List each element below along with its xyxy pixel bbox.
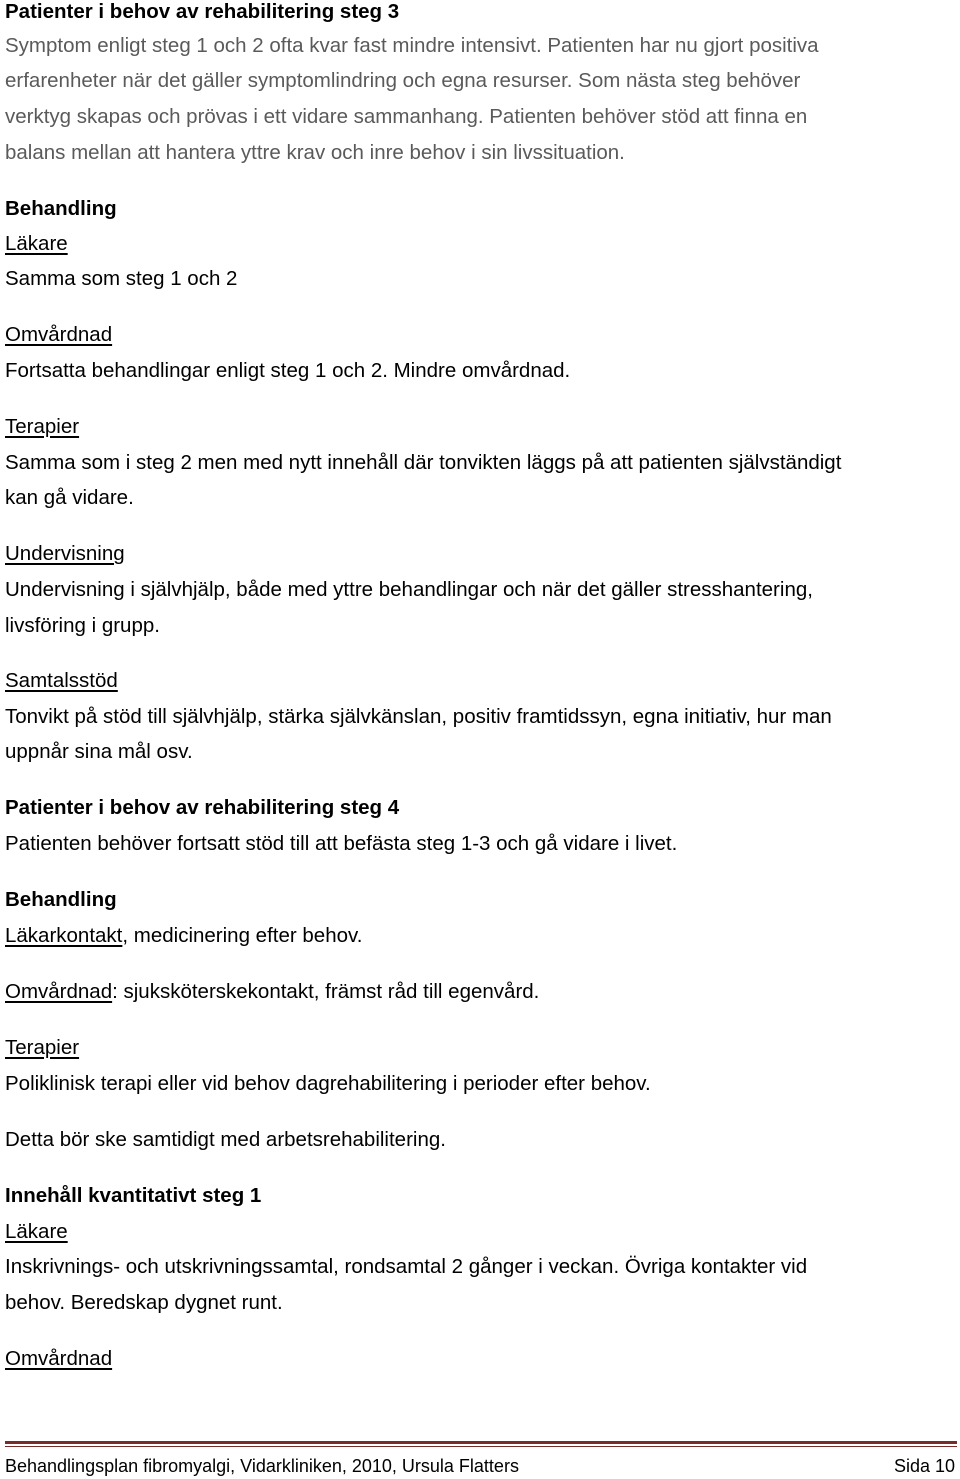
heading-steg-3: Patienter i behov av rehabilitering steg 3 [5, 0, 400, 23]
line-suffix: : sjuksköterskekontakt, främst råd till egenvård. [112, 980, 540, 1003]
paragraph-line: Detta bör ske samtidigt med arbetsrehabilitering. [5, 1128, 446, 1151]
paragraph-line: Tonvikt på stöd till självhjälp, stärka självkänslan, positiv framtidssyn, egna initiativ, hur man [5, 705, 832, 728]
label-lakare: Läkare [5, 1220, 68, 1243]
paragraph-line: livsföring i grupp. [5, 614, 160, 637]
paragraph-line: Inskrivnings- och utskrivningssamtal, rondsamtal 2 gånger i veckan. Övriga kontakter vid [5, 1255, 808, 1278]
paragraph-line: Samma som i steg 2 men med nytt innehåll där tonvikten läggs på att patienten självständigt [5, 451, 842, 474]
paragraph-line: verktyg skapas och prövas i ett vidare sammanhang. Patienten behöver stöd att finna en [5, 105, 808, 128]
footer-rule-thin [5, 1446, 957, 1447]
paragraph-line: erfarenheter när det gäller symptomlindring och egna resurser. Som nästa steg behöver [5, 69, 801, 92]
paragraph-line: balans mellan att hantera yttre krav och inre behov i sin livssituation. [5, 141, 625, 164]
paragraph-line: uppnår sina mål osv. [5, 740, 193, 763]
label-omvardnad: Omvårdnad [5, 980, 113, 1003]
label-samtalsstod: Samtalsstöd [5, 669, 118, 692]
paragraph-line: behov. Beredskap dygnet runt. [5, 1291, 283, 1314]
subheading-behandling: Behandling [5, 197, 117, 220]
label-omvardnad: Omvårdnad [5, 323, 113, 346]
heading-innehall-kvantitativt: Innehåll kvantitativt steg 1 [5, 1184, 262, 1207]
paragraph-line [5, 924, 362, 948]
paragraph-line: Fortsatta behandlingar enligt steg 1 och 2. Mindre omvårdnad. [5, 359, 571, 382]
paragraph-line: Samma som steg 1 och 2 [5, 267, 238, 290]
paragraph-line [5, 980, 539, 1004]
paragraph-line: kan gå vidare. [5, 486, 134, 509]
line-suffix: , medicinering efter behov. [122, 924, 363, 947]
footer-page-number: Sida 10 [893, 1456, 955, 1476]
label-lakare: Läkare [5, 232, 68, 255]
label-lakarkontakt: Läkarkontakt [5, 924, 123, 947]
label-undervisning: Undervisning [5, 542, 125, 565]
paragraph-line: Undervisning i självhjälp, både med yttre behandlingar och när det gäller stresshantering, [5, 578, 813, 601]
paragraph-line: Patienten behöver fortsatt stöd till att befästa steg 1-3 och gå vidare i livet. [5, 832, 678, 855]
paragraph-line: Poliklinisk terapi eller vid behov dagrehabilitering i perioder efter behov. [5, 1072, 651, 1095]
heading-steg-4: Patienter i behov av rehabilitering steg 4 [5, 796, 400, 819]
paragraph-line: Symptom enligt steg 1 och 2 ofta kvar fast mindre intensivt. Patienten har nu gjort positiva [5, 34, 819, 57]
label-omvardnad: Omvårdnad [5, 1347, 113, 1370]
label-terapier: Terapier [5, 415, 80, 438]
footer-rule-thick [5, 1441, 957, 1444]
label-terapier: Terapier [5, 1036, 80, 1059]
footer-title: Behandlingsplan fibromyalgi, Vidarkliniken, 2010, Ursula Flatters [5, 1456, 519, 1476]
subheading-behandling: Behandling [5, 888, 117, 911]
